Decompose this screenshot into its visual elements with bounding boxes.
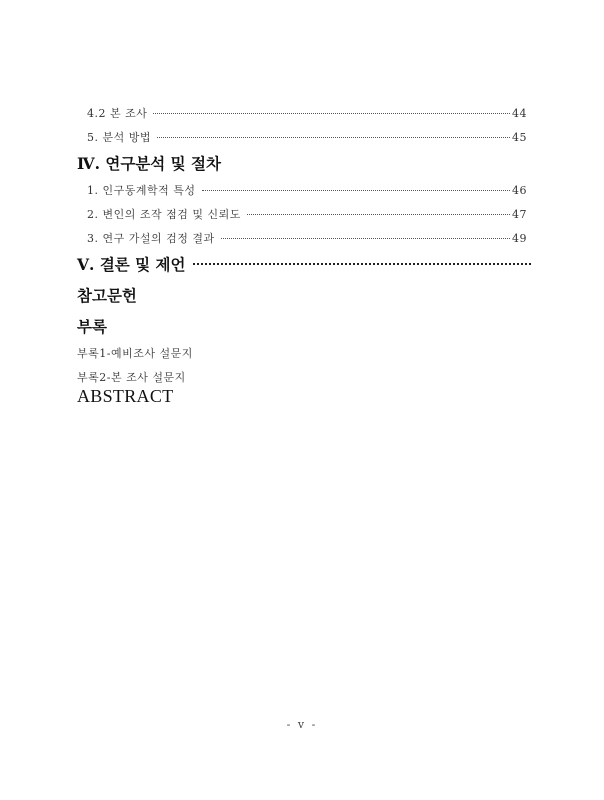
toc-appendix-2: 부록2-본 조사 설문지: [77, 371, 186, 384]
toc-entry-label: 3. 연구 가설의 검정 결과: [87, 232, 215, 245]
dot-leader: [193, 263, 531, 265]
toc-chapter-label: Ⅳ. 연구분석 및 절차: [77, 154, 221, 173]
toc-entry-page: 49: [512, 232, 527, 245]
toc-abstract: ABSTRACT: [77, 386, 174, 406]
toc-entry-iv-3: [87, 230, 527, 246]
toc-entry-iv-2: [87, 206, 527, 222]
toc-entry-label: 1. 인구동계학적 특성: [87, 184, 196, 197]
toc-entry-4-2: [87, 105, 527, 121]
toc-appendix: [77, 315, 107, 337]
toc-appendix-1: 부록1-예비조사 설문지: [77, 347, 193, 360]
dot-leader: [247, 214, 510, 215]
toc-references-label: 참고문헌: [77, 286, 137, 305]
toc-chapter-4: [77, 152, 221, 174]
dot-leader: [202, 190, 511, 191]
toc-entry-page: 44: [512, 107, 527, 120]
page-number: - v -: [286, 718, 318, 731]
dot-leader: [221, 238, 510, 239]
toc-entry-label: 2. 변인의 조작 점검 및 신뢰도: [87, 208, 241, 221]
toc-entry-iv-1: [87, 182, 527, 198]
toc-entry-page: 47: [512, 208, 527, 221]
toc-references: [77, 284, 137, 306]
toc-entry-5: [87, 129, 527, 145]
toc-entry-page: 46: [512, 184, 527, 197]
toc-appendix-label: 부록: [77, 317, 107, 336]
toc-entry-page: 45: [512, 131, 527, 144]
toc-entry-label: 4.2 본 조사: [87, 107, 148, 120]
toc-entry-label: 5. 분석 방법: [87, 131, 151, 144]
toc-chapter-5: [77, 253, 531, 275]
toc-chapter-label: Ⅴ. 결론 및 제언: [77, 255, 186, 274]
dot-leader: [153, 113, 510, 114]
dot-leader: [157, 137, 510, 138]
